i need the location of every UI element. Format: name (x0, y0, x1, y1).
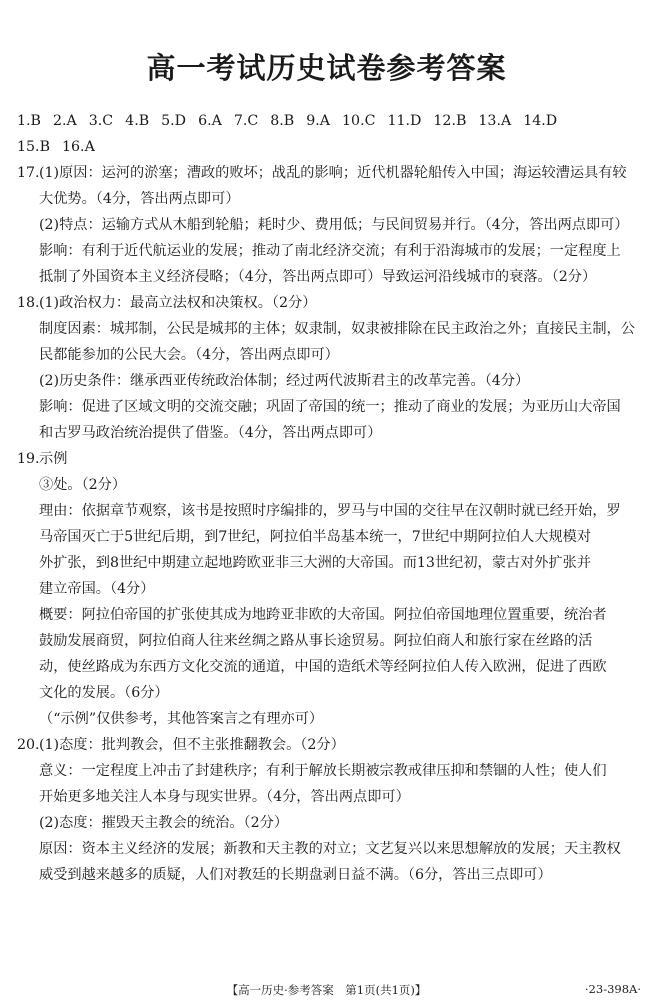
answer-line: (2)态度：摧毁天主教会的统治。（2分） (39, 815, 289, 831)
question-17-answer (39, 160, 641, 290)
answer-line: 原因：资本主义经济的发展；新教和天主教的对立；文艺复兴以来思想解放的发展；天主教权 (39, 841, 621, 857)
answer-line: 意义：一定程度上冲击了封建秩序；有利于解放长期被宗教戒律压抑和禁锢的人性；使人们 (39, 763, 607, 779)
question-number: 17. (17, 165, 40, 181)
answer-line: ③处。（2分） (39, 477, 127, 493)
choice-answer: 7.C (233, 113, 259, 129)
answer-line: 开始更多地关注人本身与现实世界。（4分，答出两点即可） (39, 789, 410, 805)
answer-line: (1)态度：批判教会，但不主张推翻教会。（2分） (39, 737, 345, 753)
choice-answer: 15.B (17, 139, 50, 155)
answer-line: 文化的发展。（6分） (39, 685, 169, 701)
answer-line: （“示例”仅供参考，其他答案言之有理亦可） (39, 711, 324, 727)
choice-answer: 5.D (161, 113, 187, 129)
answer-line: (1)政治权力：最高立法权和决策权。（2分） (39, 295, 317, 311)
answer-line: 理由：依据章节观察，该书是按照时序编排的，罗马与中国的交往早在汉朝时就已经开始，罗 (39, 503, 621, 519)
answer-line: 示例 (39, 451, 68, 467)
answer-line: 动，使丝路成为东西方文化交流的通道，中国的造纸术等经阿拉伯人传入欧洲，促进了西欧 (39, 659, 607, 675)
footer-page-label: 【高一历史·参考答案 第1页(共1页)】 (226, 983, 427, 997)
page-title: 高一考试历史试卷参考答案 (146, 51, 507, 85)
answer-line: 概要：阿拉伯帝国的扩张使其成为地跨亚非欧的大帝国。阿拉伯帝国地理位置重要，统治者 (39, 607, 607, 623)
footer-paper-code: ·23-398A· (584, 982, 641, 996)
answer-line: 和古罗马政治统治提供了借鉴。（4分，答出两点即可） (39, 425, 382, 441)
answer-line: 鼓励发展商贸，阿拉伯商人往来丝绸之路从事长途贸易。阿拉伯商人和旅行家在丝路的活 (39, 633, 593, 649)
question-20-answer (39, 732, 641, 888)
choice-answer: 11.D (387, 113, 422, 129)
question-20 (17, 732, 641, 888)
question-17 (17, 160, 641, 290)
answer-line: 威受到越来越多的质疑，人们对教廷的长期盘剥日益不满。（6分，答出三点即可） (39, 867, 552, 883)
question-number: 18. (17, 295, 40, 311)
question-number: 19. (17, 451, 40, 467)
answer-line: 影响：有利于近代航运业的发展；推动了南北经济交流；有利于沿海城市的发展；一定程度上 (39, 243, 621, 259)
choice-answer: 2.A (52, 113, 77, 129)
choice-answer: 8.B (270, 113, 295, 129)
choice-answer: 16.A (62, 139, 95, 155)
choice-answer: 12.B (433, 113, 467, 129)
choice-answer: 1.B (17, 113, 41, 129)
question-18 (17, 290, 641, 446)
choice-answers-row-1 (17, 108, 641, 134)
question-18-answer (39, 290, 641, 446)
answer-line: 建立帝国。（4分） (39, 581, 155, 597)
answer-body (17, 108, 641, 888)
answer-line: 民都能参加的公民大会。（4分，答出两点即可） (39, 347, 339, 363)
choice-answer: 3.C (88, 113, 114, 129)
choice-answers-row-2 (17, 134, 641, 160)
choice-answer: 4.B (125, 113, 150, 129)
answer-line: (1)原因：运河的淤塞；漕政的败坏；战乱的影响；近代机器轮船传入中国；海运较漕运具有较 (39, 165, 627, 181)
answer-line: 抵制了外国资本主义经济侵略；（4分，答出两点即可）导致运河沿线城市的衰落。（2分） (39, 269, 597, 285)
choice-answer: 6.A (198, 113, 222, 129)
question-number: 20. (17, 737, 40, 753)
choice-answer: 14.D (523, 113, 558, 129)
choice-answer: 10.C (342, 113, 376, 129)
answer-line: (2)特点：运输方式从木船到轮船；耗时少、费用低；与民间贸易并行。（4分，答出两点即可） (39, 217, 629, 233)
answer-line: 马帝国灭亡于5世纪后期，到7世纪，阿拉伯半岛基本统一，7世纪中期阿拉伯人大规模对 (39, 529, 592, 545)
choice-answer: 9.A (306, 113, 331, 129)
answer-line: (2)历史条件：继承西亚传统政治体制；经过两代波斯君主的改革完善。（4分） (39, 373, 530, 389)
question-19-answer (39, 446, 641, 732)
answer-line: 大优势。（4分，答出两点即可） (39, 191, 240, 207)
answer-line: 制度因素：城邦制，公民是城邦的主体；奴隶制，奴隶被排除在民主政治之外；直接民主制，公 (39, 321, 635, 337)
question-19 (17, 446, 641, 732)
answer-line: 影响：促进了区域文明的交流交融；巩固了帝国的统一；推动了商业的发展；为亚历山大帝国 (39, 399, 621, 415)
choice-answer: 13.A (478, 113, 512, 129)
answer-line: 外扩张，到8世纪中期建立起地跨欧亚非三大洲的大帝国。而13世纪初，蒙古对外扩张并 (39, 555, 592, 571)
